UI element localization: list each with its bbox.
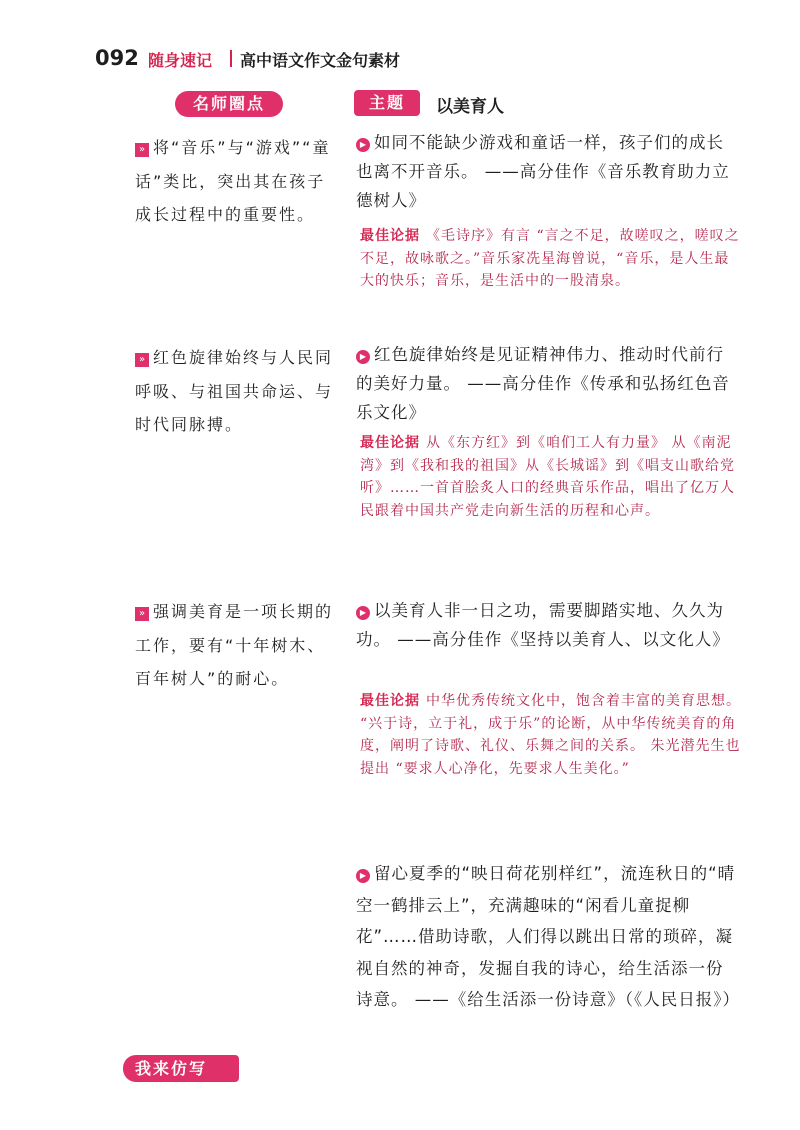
quote-text: 留心夏季的“映日荷花别样红”，流连秋日的“晴空一鹤排云上”，充满趣味的“闲看儿童捉柳花”……借助诗歌，人们得以跳出日常的琐碎，凝视自然的神奇，发掘自我的诗心，给生活添一份诗意。 ——《给生活添一份诗意》（《人民日报》） bbox=[356, 864, 740, 1009]
note-arrow-icon: » bbox=[135, 353, 149, 367]
play-bullet-icon: ▶ bbox=[356, 350, 370, 364]
theme-tag: 主题 bbox=[354, 90, 420, 116]
teacher-note bbox=[135, 341, 335, 442]
evidence-label: 最佳论据 bbox=[360, 435, 420, 451]
play-bullet-icon: ▶ bbox=[356, 869, 370, 883]
best-evidence bbox=[360, 225, 742, 293]
teacher-note bbox=[135, 595, 335, 696]
golden-quote bbox=[356, 858, 740, 1016]
play-bullet-icon: ▶ bbox=[356, 606, 370, 620]
note-arrow-icon: » bbox=[135, 607, 149, 621]
note-text: 强调美育是一项长期的工作，要有“十年树木、百年树人”的耐心。 bbox=[135, 602, 334, 688]
golden-quote bbox=[356, 128, 740, 215]
page-number: 092 bbox=[95, 46, 139, 70]
header-divider bbox=[230, 50, 232, 67]
play-bullet-icon: ▶ bbox=[356, 138, 370, 152]
quote-text: 以美育人非一日之功，需要脚踏实地、久久为功。 ——高分佳作《坚持以美育人、以文化人》 bbox=[356, 601, 730, 649]
golden-quote bbox=[356, 596, 740, 654]
book-series: 随身速记 bbox=[148, 51, 213, 70]
book-title: 高中语文作文金句素材 bbox=[240, 51, 401, 70]
note-text: 红色旋律始终与人民同呼吸、与祖国共命运、与时代同脉搏。 bbox=[135, 348, 334, 434]
evidence-text: 《毛诗序》有言 “言之不足，故嗟叹之，嗟叹之不足，故咏歌之。”音乐家冼星海曾说，“音乐，是人生最大的快乐；音乐，是生活中的一股清泉。 bbox=[360, 228, 740, 289]
evidence-text: 中华优秀传统文化中，饱含着丰富的美育思想。 “兴于诗，立于礼，成于乐”的论断，从中华传统美育的角度，阐明了诗歌、礼仪、乐舞之间的关系。 朱光潜先生也提出 “要求人心净化，先要求人生美化。” bbox=[360, 693, 741, 777]
note-arrow-icon: » bbox=[135, 143, 149, 157]
teacher-note bbox=[135, 131, 335, 232]
evidence-label: 最佳论据 bbox=[360, 228, 420, 244]
golden-quote bbox=[356, 340, 740, 427]
imitate-writing-tag: 我来仿写 bbox=[123, 1055, 239, 1082]
best-evidence bbox=[360, 432, 742, 522]
best-evidence bbox=[360, 690, 742, 780]
note-text: 将“音乐”与“游戏”“童话”类比，突出其在孩子成长过程中的重要性。 bbox=[135, 138, 331, 224]
quote-text: 如同不能缺少游戏和童话一样，孩子们的成长也离不开音乐。 ——高分佳作《音乐教育助力立德树人》 bbox=[356, 133, 730, 210]
teacher-notes-tag: 名师圈点 bbox=[175, 91, 283, 117]
evidence-text: 从《东方红》到《咱们工人有力量》 从《南泥湾》到《我和我的祖国》从《长城谣》到《唱支山歌给党听》……一首首脍炙人口的经典音乐作品，唱出了亿万人民跟着中国共产党走向新生活的历程和心声。 bbox=[360, 435, 735, 519]
theme-title: 以美育人 bbox=[436, 97, 504, 117]
evidence-label: 最佳论据 bbox=[360, 693, 420, 709]
quote-text: 红色旋律始终是见证精神伟力、推动时代前行的美好力量。 ——高分佳作《传承和弘扬红色音乐文化》 bbox=[356, 345, 730, 422]
